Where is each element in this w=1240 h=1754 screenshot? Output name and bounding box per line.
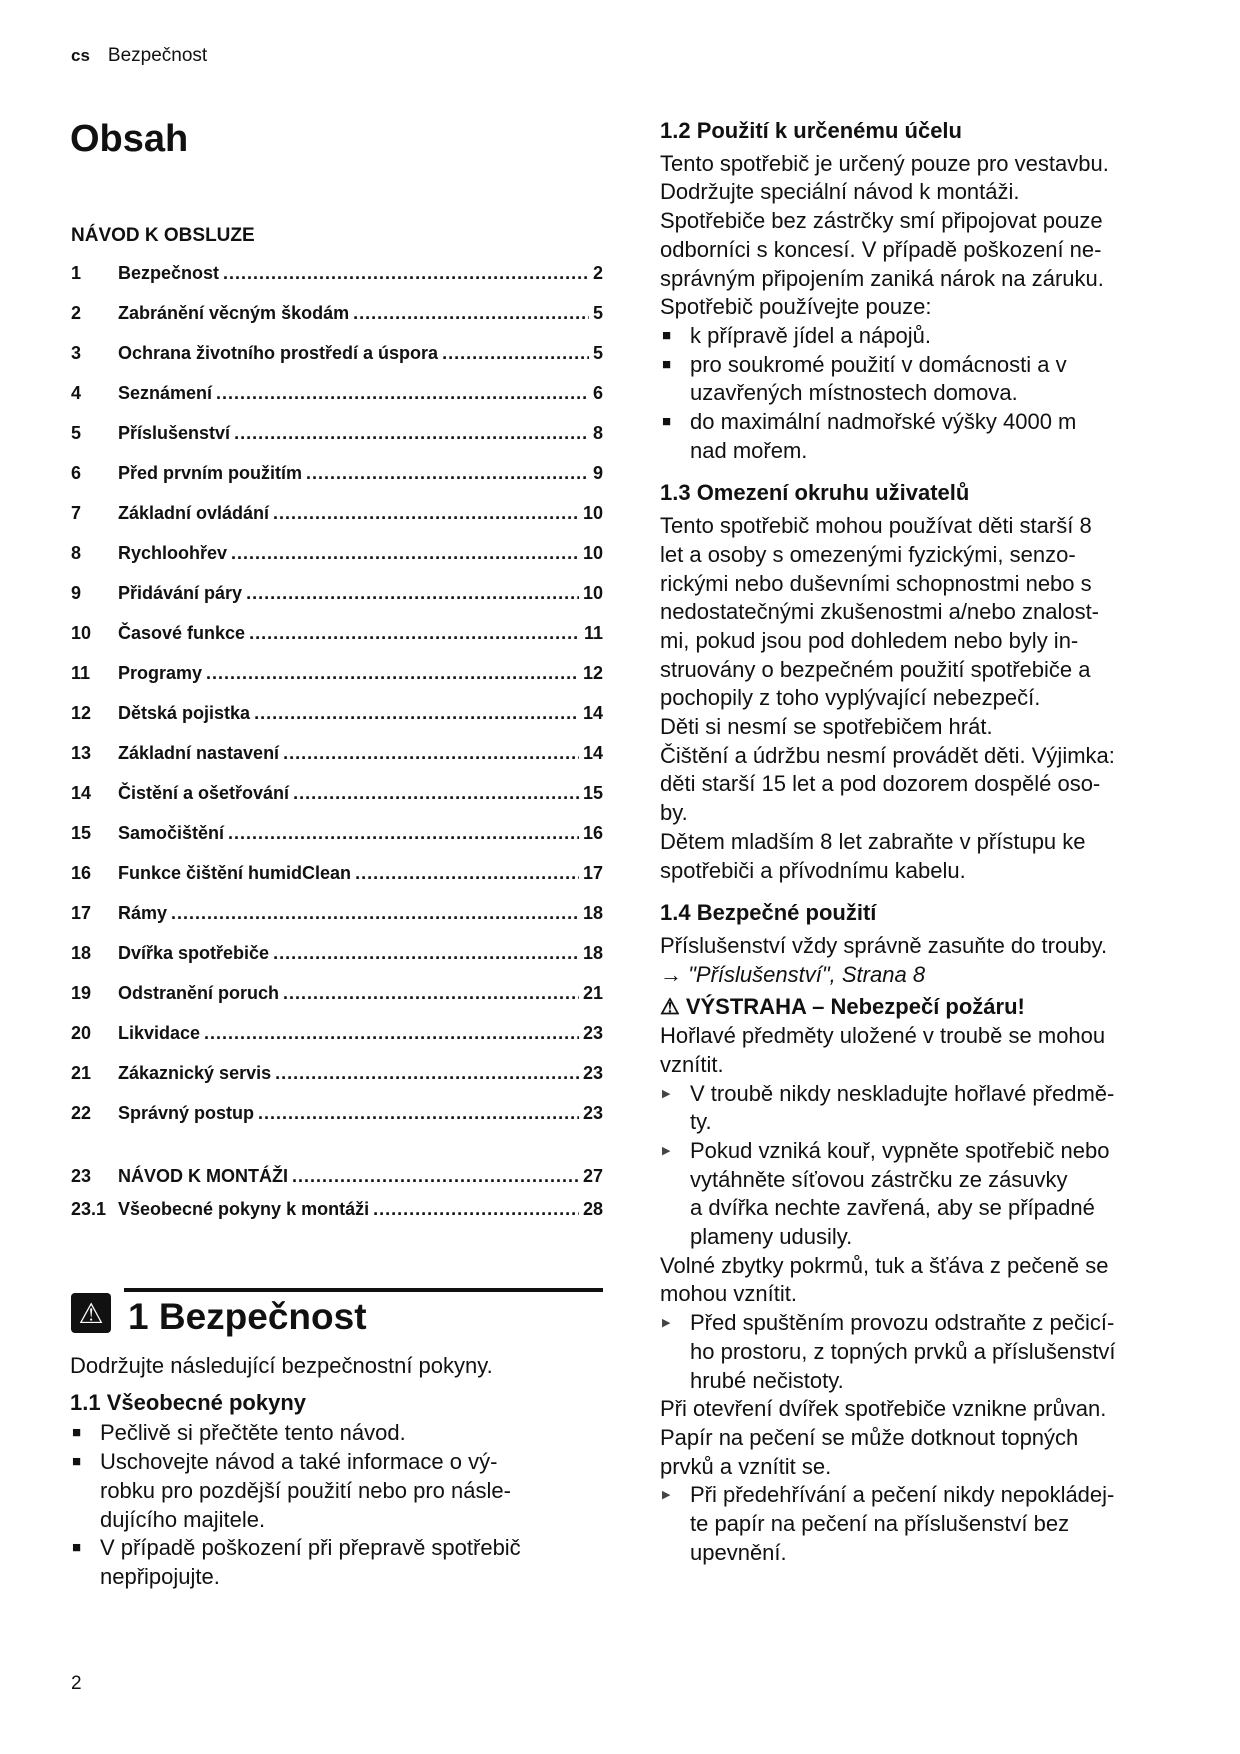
toc-entry[interactable] (71, 663, 603, 703)
section-heading: 1.2 Použití k určenému účelu (660, 118, 962, 143)
bullet-item (70, 1419, 610, 1448)
toc-entry[interactable] (71, 943, 603, 983)
toc-page: 27 (582, 1166, 603, 1186)
toc-leader-dots (258, 1103, 579, 1124)
cross-reference-link[interactable]: → "Příslušenství", Strana 8 (660, 961, 926, 987)
section-heading: 1.3 Omezení okruhu uživatelů (660, 480, 970, 506)
bullet-item (660, 322, 1205, 351)
toc-entry[interactable] (71, 623, 603, 663)
list-item-text: V případě poškození při přepravě spotřebič nepřipojujte. (100, 1535, 521, 1589)
toc-number: 18 (71, 943, 92, 963)
toc-leader-dots (206, 663, 579, 684)
square-bullet-icon: ■ (72, 1453, 82, 1471)
toc-leader-dots (216, 383, 589, 404)
toc-page: 9 (592, 463, 603, 483)
square-bullet-icon: ■ (72, 1539, 82, 1557)
toc-number: 5 (71, 423, 82, 443)
warning-icon: ⚠ (71, 1293, 111, 1333)
toc-page: 10 (582, 503, 603, 523)
toc-leader-dots (231, 543, 579, 564)
paragraph: Dodržujte následující bezpečnostní pokyny. (70, 1353, 493, 1378)
toc-page: 5 (592, 303, 603, 323)
square-bullet-icon: ■ (662, 355, 672, 373)
toc-leader-dots (249, 623, 580, 644)
toc-number: 23 (71, 1166, 92, 1186)
toc-label: NÁVOD K MONTÁŽI (118, 1166, 288, 1186)
toc-page: 16 (582, 823, 603, 843)
toc-number: 17 (71, 903, 92, 923)
list-item-text: k přípravě jídel a nápojů. (690, 322, 931, 348)
toc-entry[interactable] (71, 903, 603, 943)
toc-leader-dots (171, 903, 579, 924)
toc-leader-dots (234, 423, 589, 444)
toc-label: Přidávání páry (118, 583, 243, 603)
toc-leader-dots (353, 303, 589, 324)
toc-entry[interactable] (71, 423, 603, 463)
paragraph: Příslušenství vždy správně zasuňte do trouby. (660, 932, 1108, 958)
list-item-text: V troubě nikdy neskladujte hořlavé předmě- ty. (690, 1080, 1115, 1135)
section-heading: 1.1 Všeobecné pokyny (70, 1389, 306, 1415)
toc-label: Dětská pojistka (118, 703, 251, 723)
bullet-item (70, 1534, 610, 1591)
toc-entry[interactable] (71, 983, 603, 1023)
toc-page: 23 (582, 1023, 603, 1043)
toc-label: Funkce čištění humidClean (118, 863, 352, 883)
toc-number: 21 (71, 1063, 92, 1083)
table-of-contents (71, 263, 603, 1143)
toc-number: 16 (71, 863, 92, 883)
toc-label: Všeobecné pokyny k montáži (118, 1199, 370, 1219)
triangle-arrow-icon: ▶ (662, 1144, 671, 1157)
toc-leader-dots (204, 1023, 579, 1044)
toc-entry[interactable] (71, 1103, 603, 1143)
toc-number: 22 (71, 1103, 92, 1123)
list-item-text: Pokud vzniká kouř, vypněte spotřebič nebo vytáhněte síťovou zástrčku ze zásuvky a dvířka nechte zavřená, aby se případné plameny udusily. (690, 1137, 1110, 1250)
toc-label: Likvidace (118, 1023, 201, 1043)
toc-label: Seznámení (118, 383, 213, 403)
toc-entry[interactable] (71, 743, 603, 783)
toc-number: 2 (71, 303, 82, 323)
toc-page: 17 (582, 863, 603, 883)
triangle-arrow-icon: ▶ (662, 1087, 671, 1100)
toc-leader-dots (373, 1199, 579, 1220)
table-of-contents-installation (71, 1166, 603, 1239)
toc-entry[interactable] (71, 823, 603, 863)
bullet-item (660, 351, 1205, 408)
triangle-arrow-icon: ▶ (662, 1489, 671, 1502)
toc-number: 13 (71, 743, 92, 763)
toc-number: 7 (71, 503, 82, 523)
toc-entry[interactable] (71, 1063, 603, 1103)
toc-leader-dots (223, 263, 589, 284)
toc-leader-dots (275, 1063, 579, 1084)
left-column-text (70, 1352, 610, 1592)
toc-page: 5 (592, 343, 603, 363)
toc-entry[interactable] (71, 343, 603, 383)
bullet-item (70, 1448, 610, 1534)
page-title: Obsah (70, 118, 189, 160)
list-item-text: Při předehřívání a pečení nikdy nepokládej- te papír na pečení na příslušenství bez upevnění. (690, 1482, 1115, 1565)
paragraph: Tento spotřebič mohou používat děti starší 8 let a osoby s omezenými fyzickými, senzo- rickými nebo duševními schopnostmi nebo s nedostatečnými zkušenostmi a/nebo znalost- mi, pokud jsou pod dohledem nebo byly in- struovány o bezpečném použití spotřebiče a pochopily z toho vyplývající nebezpečí. Děti si nesmí se spotřebičem hrát. Čištění a údržbu nesmí provádět děti. Výjimka: děti starší 15 let a pod dozorem dospělé oso- by. Dětem mladším 8 let zabraňte v přístupu ke spotřebiči a přívodnímu kabelu. (660, 513, 1115, 883)
toc-page: 21 (582, 983, 603, 1003)
toc-page: 15 (582, 783, 603, 803)
toc-leader-dots (254, 703, 579, 724)
toc-label: Rámy (118, 903, 168, 923)
language-code: cs (71, 46, 90, 65)
instruction-step (660, 1309, 1205, 1395)
toc-page: 28 (582, 1199, 603, 1219)
toc-number: 14 (71, 783, 92, 803)
toc-entry[interactable] (71, 463, 603, 503)
chapter-heading: 1 Bezpečnost (128, 1296, 367, 1337)
page-number: 2 (71, 1673, 82, 1694)
paragraph: Volné zbytky pokrmů, tuk a šťáva z pečeně se mohou vznítit. (660, 1252, 1109, 1307)
toc-entry[interactable] (71, 1199, 603, 1239)
toc-page: 11 (583, 623, 603, 643)
toc-number: 11 (71, 663, 91, 683)
toc-number: 6 (71, 463, 82, 483)
toc-page: 6 (592, 383, 603, 403)
toc-label: Zabránění věcným škodám (118, 303, 350, 323)
toc-number: 23.1 (71, 1199, 107, 1219)
toc-entry[interactable] (71, 863, 603, 903)
toc-label: Před prvním použitím (118, 463, 303, 483)
toc-page: 14 (582, 703, 603, 723)
header-section: Bezpečnost (107, 45, 208, 66)
toc-number: 1 (71, 263, 82, 283)
bullet-item (660, 408, 1205, 465)
toc-leader-dots (442, 343, 589, 364)
square-bullet-icon: ■ (72, 1424, 82, 1442)
toc-number: 4 (71, 383, 82, 403)
toc-leader-dots (228, 823, 579, 844)
toc-page: 8 (592, 423, 603, 443)
toc-label: Programy (118, 663, 203, 683)
list-item-text: Pečlivě si přečtěte tento návod. (100, 1420, 406, 1446)
toc-page: 10 (582, 583, 603, 603)
square-bullet-icon: ■ (662, 326, 672, 344)
toc-number: 19 (71, 983, 92, 1003)
toc-leader-dots (293, 783, 579, 804)
warning-heading: ⚠ VÝSTRAHA – Nebezpečí požáru! (660, 994, 1025, 1020)
toc-label: Zákaznický servis (118, 1063, 272, 1083)
toc-label: Základní nastavení (118, 743, 280, 763)
instruction-step (660, 1080, 1205, 1137)
toc-entry[interactable] (71, 703, 603, 743)
list-item-text: do maximální nadmořské výšky 4000 m nad mořem. (690, 409, 1077, 463)
toc-label: Časové funkce (118, 623, 246, 643)
toc-entry[interactable] (71, 583, 603, 623)
list-item-text: pro soukromé použití v domácnosti a v uzavřených místnostech domova. (690, 351, 1067, 406)
toc-leader-dots (283, 983, 579, 1004)
toc-page: 23 (582, 1103, 603, 1123)
toc-page: 10 (582, 543, 603, 563)
toc-page: 18 (582, 903, 603, 923)
toc-page: 14 (582, 743, 603, 763)
toc-leader-dots (273, 503, 579, 524)
toc-leader-dots (306, 463, 589, 484)
instruction-step (660, 1137, 1205, 1252)
toc-leader-dots (273, 943, 579, 964)
toc-number: 3 (71, 343, 82, 363)
toc-entry[interactable] (71, 1166, 603, 1199)
toc-page: 23 (582, 1063, 603, 1083)
toc-number: 20 (71, 1023, 92, 1043)
toc-number: 15 (71, 823, 92, 843)
square-bullet-icon: ■ (662, 413, 672, 431)
toc-entry[interactable] (71, 263, 603, 303)
toc-number: 8 (71, 543, 82, 563)
toc-label: Základní ovládání (118, 503, 270, 523)
toc-entry[interactable] (71, 543, 603, 583)
toc-label: Čistění a ošetřování (118, 783, 290, 803)
paragraph: Hořlavé předměty uložené v troubě se mohou vznítit. (660, 1023, 1106, 1077)
toc-label: Rychloohřev (118, 543, 228, 563)
toc-label: Samočištění (118, 823, 225, 843)
toc-leader-dots (246, 583, 579, 604)
chapter-rule (124, 1288, 603, 1292)
toc-entry[interactable] (71, 783, 603, 823)
toc-label: Dvířka spotřebiče (118, 943, 270, 963)
toc-entry[interactable] (71, 303, 603, 343)
toc-label: Správný postup (118, 1103, 255, 1123)
toc-entry[interactable] (71, 1023, 603, 1063)
toc-entry[interactable] (71, 383, 603, 423)
toc-label: Ochrana životního prostředí a úspora (118, 343, 439, 363)
running-header (71, 45, 207, 67)
toc-leader-dots (292, 1166, 579, 1187)
toc-number: 9 (71, 583, 82, 603)
toc-page: 18 (582, 943, 603, 963)
toc-label: Bezpečnost (118, 263, 220, 283)
toc-heading: NÁVOD K OBSLUZE (71, 225, 255, 246)
toc-leader-dots (283, 743, 579, 764)
triangle-arrow-icon: ▶ (662, 1317, 671, 1330)
section-heading: 1.4 Bezpečné použití (660, 900, 877, 926)
toc-entry[interactable] (71, 503, 603, 543)
right-column-text (660, 117, 1205, 1567)
toc-page: 2 (592, 263, 603, 283)
toc-leader-dots (355, 863, 579, 884)
paragraph: Tento spotřebič je určený pouze pro vestavbu. Dodržujte speciální návod k montáži. Spotřebiče bez zástrčky smí připojovat pouze odborníci s koncesí. V případě poškození ne- správným připojením zaniká nárok na záruku. Spotřebič používejte pouze: (660, 150, 1109, 320)
paragraph: Při otevření dvířek spotřebiče vznikne průvan. Papír na pečení se může dotknout topných prvků a vznítit se. (660, 1396, 1107, 1479)
toc-label: Odstranění poruch (118, 983, 280, 1003)
list-item-text: Uschovejte návod a také informace o vý- robku pro pozdější použití nebo pro násle- dujícího majitele. (100, 1449, 511, 1532)
toc-page: 12 (582, 663, 603, 683)
toc-label: Příslušenství (118, 423, 231, 443)
instruction-step (660, 1481, 1205, 1567)
toc-number: 12 (71, 703, 92, 723)
toc-number: 10 (71, 623, 92, 643)
list-item-text: Před spuštěním provozu odstraňte z pečicí- ho prostoru, z topných prvků a příslušenství hrubé nečistoty. (690, 1310, 1116, 1393)
